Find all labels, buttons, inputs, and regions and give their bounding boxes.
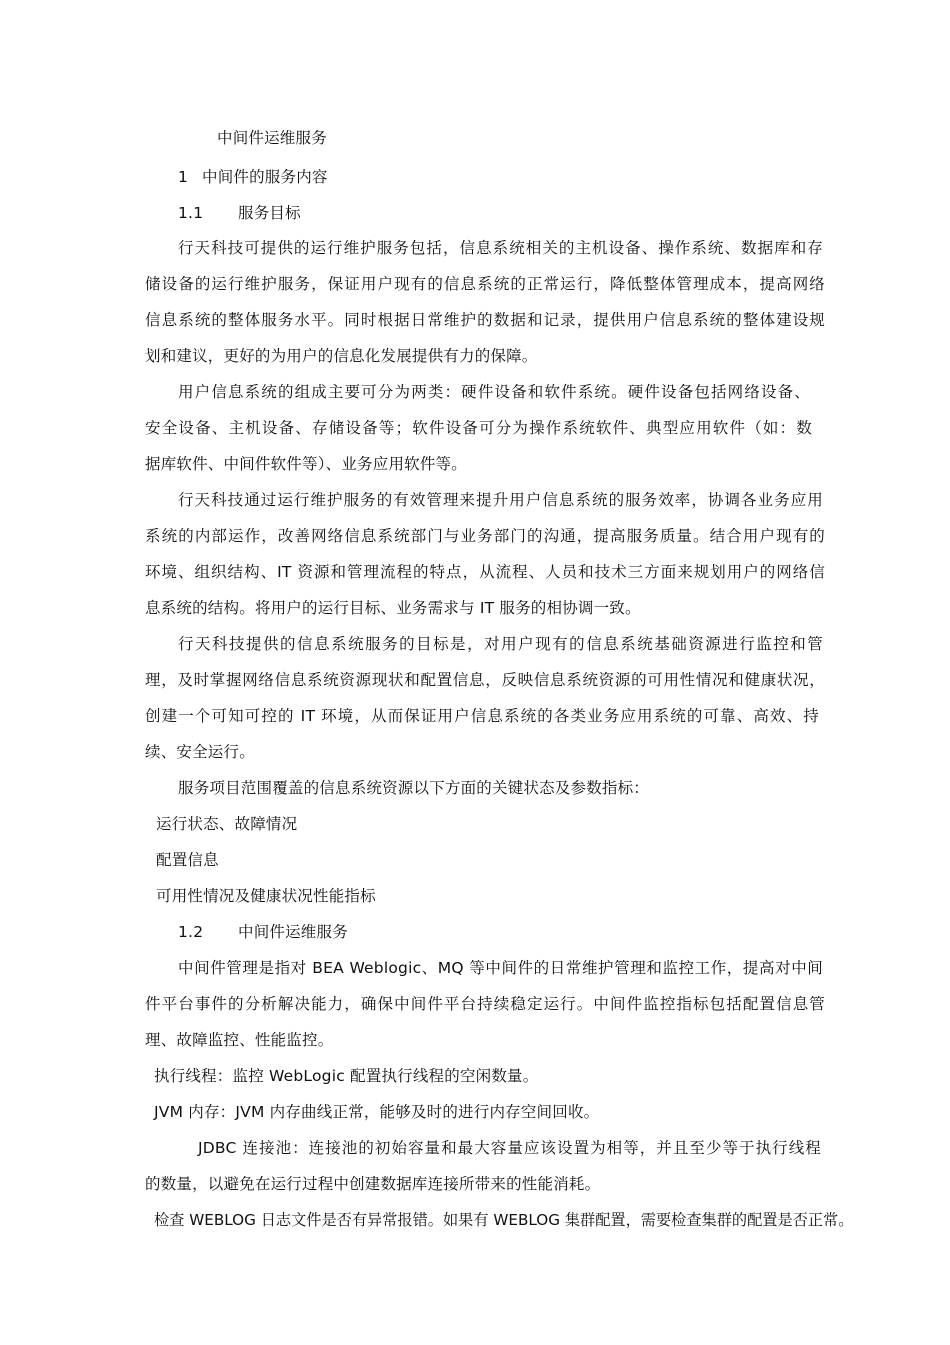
paragraph-5: 服务项目范围覆盖的信息系统资源以下方面的关键状态及参数指标： [178, 779, 650, 797]
paragraph-3-line: 行天科技通过运行维护服务的有效管理来提升用户信息系统的服务效率，协调各业务应用 [178, 491, 823, 509]
paragraph-2-line: 据库软件、中间件软件等）、业务应用软件等。 [145, 455, 467, 473]
paragraph-1-line: 储设备的运行维护服务，保证用户现有的信息系统的正常运行，降低整体管理成本，提高网络 [145, 275, 825, 293]
paragraph-1-line: 划和建议，更好的为用户的信息化发展提供有力的保障。 [145, 347, 538, 365]
heading-1 [178, 167, 328, 187]
paragraph-6-line: 理、故障监控、性能监控。 [145, 1031, 334, 1049]
paragraph-7: 执行线程：监控 WebLogic 配置执行线程的空闲数量。 [154, 1067, 539, 1085]
paragraph-9-line: 的数量，以避免在运行过程中创建数据库连接所带来的性能消耗。 [145, 1175, 601, 1193]
heading-1-2 [178, 922, 348, 942]
paragraph-4-line: 创建一个可知可控的 IT 环境，从而保证用户信息系统的各类业务应用系统的可靠、高效、持 [145, 707, 819, 725]
paragraph-1-line: 信息系统的整体服务水平。同时根据日常维护的数据和记录，提供用户信息系统的整体建设规 [145, 311, 825, 329]
paragraph-6-line: 件平台事件的分析解决能力，确保中间件平台持续稳定运行。中间件监控指标包括配置信息管 [145, 995, 825, 1013]
list-item: 可用性情况及健康状况性能指标 [156, 887, 376, 905]
paragraph-10: 检查 WEBLOG 日志文件是否有异常报错。如果有 WEBLOG 集群配置，需要检查集群的配置是否正常。 [154, 1211, 854, 1229]
paragraph-4-line: 行天科技提供的信息系统服务的目标是，对用户现有的信息系统基础资源进行监控和管 [178, 635, 823, 653]
paragraph-8: JVM 内存：JVM 内存曲线正常，能够及时的进行内存空间回收。 [154, 1103, 600, 1121]
list-item: 配置信息 [156, 851, 219, 869]
paragraph-9-line: JDBC 连接池：连接池的初始容量和最大容量应该设置为相等，并且至少等于执行线程 [198, 1139, 821, 1157]
paragraph-2-line: 安全设备、主机设备、存储设备等；软件设备可分为操作系统软件、典型应用软件（如：数 [145, 419, 812, 437]
heading-1-2-text: 中间件运维服务 [238, 923, 348, 941]
heading-1-1-text: 服务目标 [238, 204, 301, 222]
doc-title: 中间件运维服务 [217, 129, 327, 147]
paragraph-4-line: 理，及时掌握网络信息系统资源现状和配置信息，反映信息系统资源的可用性情况和健康状况， [145, 671, 825, 689]
paragraph-2-line: 用户信息系统的组成主要可分为两类：硬件设备和软件系统。硬件设备包括网络设备、 [178, 383, 810, 401]
paragraph-3-line: 系统的内部运作，改善网络信息系统部门与业务部门的沟通，提高服务质量。结合用户现有的 [145, 527, 825, 545]
heading-1-1-number: 1.1 [178, 204, 204, 222]
heading-1-text: 中间件的服务内容 [202, 168, 328, 186]
paragraph-6-line: 中间件管理是指对 BEA Weblogic、MQ 等中间件的日常维护管理和监控工作，提高对中间 [178, 959, 823, 977]
heading-1-2-number: 1.2 [178, 923, 204, 941]
heading-1-number: 1 [178, 168, 189, 186]
paragraph-4-line: 续、安全运行。 [145, 743, 255, 761]
heading-1-1 [178, 203, 301, 223]
paragraph-3-line: 息系统的结构。将用户的运行目标、业务需求与 IT 服务的相协调一致。 [145, 599, 641, 617]
paragraph-1-line: 行天科技可提供的运行维护服务包括，信息系统相关的主机设备、操作系统、数据库和存 [178, 239, 823, 257]
list-item: 运行状态、故障情况 [156, 815, 298, 833]
paragraph-3-line: 环境、组织结构、IT 资源和管理流程的特点，从流程、人员和技术三方面来规划用户的网络信 [145, 563, 825, 581]
